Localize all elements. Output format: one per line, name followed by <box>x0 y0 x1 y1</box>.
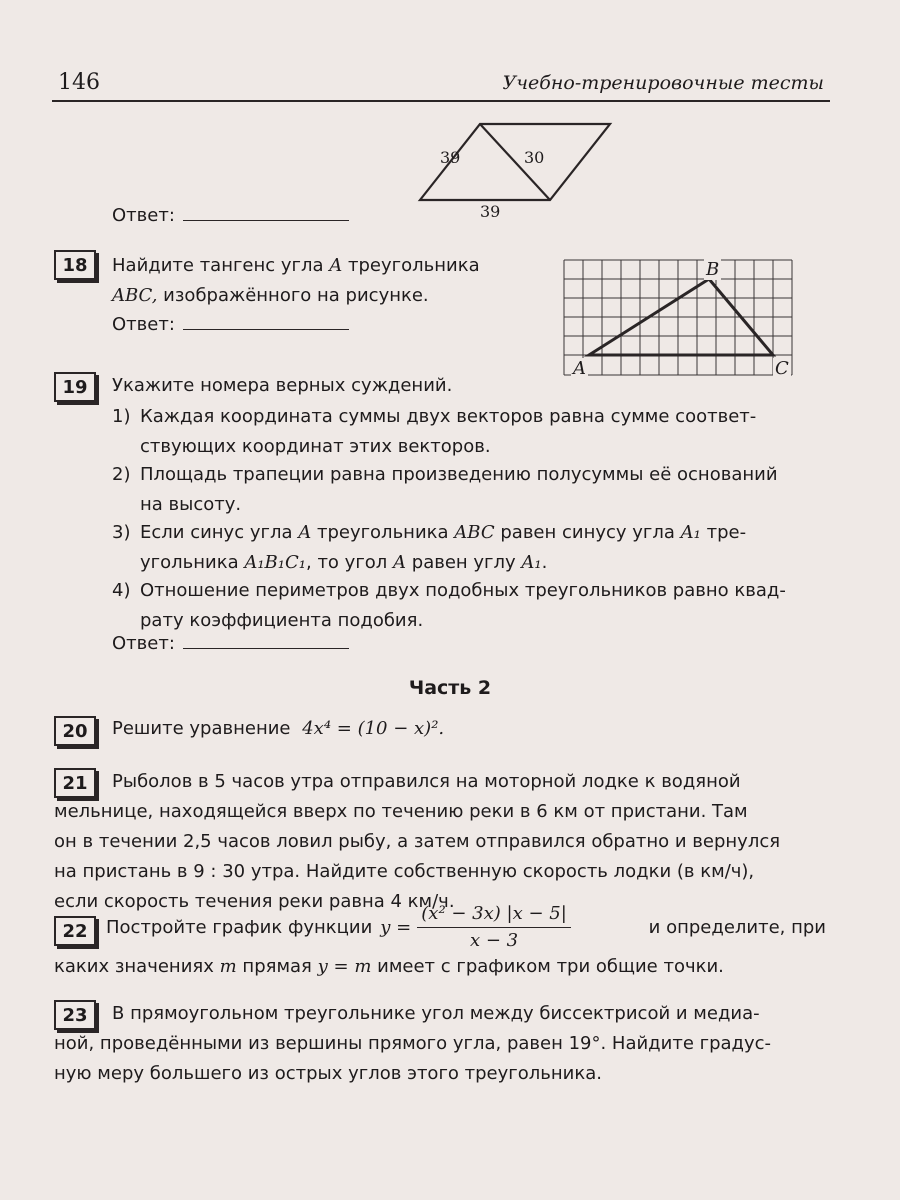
text-part: равен углу <box>411 552 516 573</box>
item-line: Каждая координата суммы двух векторов равна сумме соответ- <box>140 406 757 427</box>
question-number-18: 18 <box>54 250 96 280</box>
grid-triangle-figure <box>562 258 802 378</box>
header-divider <box>52 100 830 102</box>
q19-item-3 <box>112 518 827 578</box>
q20-prompt: Решите уравнение <box>112 718 291 739</box>
item-text <box>140 576 827 636</box>
text-part: равен синусу угла <box>500 522 675 543</box>
math-part: A₁ <box>521 552 542 573</box>
math-part: A <box>298 522 312 543</box>
q18-triangle: ABC, <box>112 285 158 306</box>
q21-line: Рыболов в 5 часов утра отправился на моторной лодке к водяной <box>112 771 741 792</box>
q19-item-2 <box>112 460 827 520</box>
q21-line: мельнице, находящейся вверх по течению реки в 6 км от пристани. Там <box>54 801 748 822</box>
q22-y-eq: y = <box>380 917 412 938</box>
q21-line: он в течении 2,5 часов ловил рыбу, а затем отправился обратно и вернулся <box>54 831 781 852</box>
question-number-19: 19 <box>54 372 96 402</box>
math-part: A <box>393 552 407 573</box>
answer-label: Ответ: <box>112 205 175 226</box>
q19-answer <box>112 632 349 654</box>
item-text <box>140 518 827 578</box>
q18-answer <box>112 313 349 335</box>
q22-fraction <box>417 901 571 954</box>
running-title: Учебно-тренировочные тесты <box>502 72 824 94</box>
question-number-22: 22 <box>54 916 96 946</box>
q22-text-part: и определите, при <box>648 917 826 938</box>
q23-line: ной, проведёнными из вершины прямого угла, равен 19°. Найдите градус- <box>54 1033 772 1054</box>
vertex-a-label: A <box>573 358 586 379</box>
q22-text-part: прямая <box>242 956 312 977</box>
item-line: ствующих координат этих векторов. <box>140 436 491 457</box>
item-number: 2) <box>112 464 131 485</box>
math-part: ABC <box>454 522 495 543</box>
vertex-c-label: C <box>775 358 789 379</box>
q22-line1 <box>106 901 826 954</box>
q22-math-part: m <box>219 956 237 977</box>
q17-answer <box>112 204 349 226</box>
question-number-20: 20 <box>54 716 96 746</box>
text-part: , то угол <box>306 552 388 573</box>
vertex-b-label: B <box>706 259 720 280</box>
q18-answer-field[interactable] <box>183 313 349 330</box>
q19-item-1 <box>112 402 827 462</box>
item-number: 4) <box>112 580 131 601</box>
answer-label: Ответ: <box>112 314 175 335</box>
q22-text-part: Постройте график функции <box>106 917 373 938</box>
text-part: Если синус угла <box>140 522 293 543</box>
q20-text <box>112 714 444 744</box>
q19-prompt: Укажите номера верных суждений. <box>112 375 453 396</box>
q22-numerator: (x² − 3x) |x − 5| <box>417 901 571 928</box>
item-line <box>140 548 827 578</box>
item-text <box>140 402 827 462</box>
text-part: треугольника <box>316 522 449 543</box>
q18-text-part: треугольника <box>348 255 480 276</box>
trapezoid-base-label: 39 <box>480 202 501 221</box>
item-line: рату коэффициента подобия. <box>140 610 424 631</box>
item-text <box>140 460 827 520</box>
q18-text-part: Найдите тангенс угла <box>112 255 324 276</box>
q18-text-part: изображённого на рисунке. <box>163 285 429 306</box>
math-part: A₁B₁C₁ <box>244 552 306 573</box>
q22-line2 <box>54 952 724 982</box>
trapezoid-figure <box>400 112 630 222</box>
q22-denominator: x − 3 <box>469 930 519 951</box>
part-2-title: Часть 2 <box>408 677 492 699</box>
q23-line: ную меру большего из острых углов этого треугольника. <box>54 1063 602 1084</box>
q22-math-part: y = m <box>317 956 372 977</box>
item-number: 1) <box>112 406 131 427</box>
q22-text-part: имеет с графиком три общие точки. <box>377 956 724 977</box>
item-line: Площадь трапеции равна произведению полусуммы её оснований <box>140 464 778 485</box>
q18-text <box>112 251 532 311</box>
q19-item-4 <box>112 576 827 636</box>
math-part: A₁ <box>680 522 701 543</box>
q19-answer-field[interactable] <box>183 632 349 649</box>
q20-equation: 4x⁴ = (10 − x)². <box>302 718 445 739</box>
item-line <box>140 518 827 548</box>
question-number-23: 23 <box>54 1000 96 1030</box>
q21-line: если скорость течения реки равна 4 км/ч. <box>54 891 455 912</box>
q22-text-part: каких значениях <box>54 956 214 977</box>
text-part: тре- <box>706 522 747 543</box>
q18-angle: A <box>329 255 343 276</box>
grid-lines <box>564 260 792 375</box>
item-number: 3) <box>112 522 131 543</box>
trapezoid-side-label: 39 <box>440 148 461 167</box>
text-part: . <box>541 552 548 573</box>
trapezoid-diagonal-label: 30 <box>524 148 545 167</box>
q21-line: на пристань в 9 : 30 утра. Найдите собственную скорость лодки (в км/ч), <box>54 861 755 882</box>
answer-label: Ответ: <box>112 633 175 654</box>
q17-answer-field[interactable] <box>183 204 349 221</box>
item-line: Отношение периметров двух подобных треугольников равно квад- <box>140 580 786 601</box>
page-number: 146 <box>58 70 100 95</box>
item-line: на высоту. <box>140 494 242 515</box>
text-part: угольника <box>140 552 239 573</box>
q23-line: В прямоугольном треугольнике угол между биссектрисой и медиа- <box>112 1003 760 1024</box>
question-number-21: 21 <box>54 768 96 798</box>
